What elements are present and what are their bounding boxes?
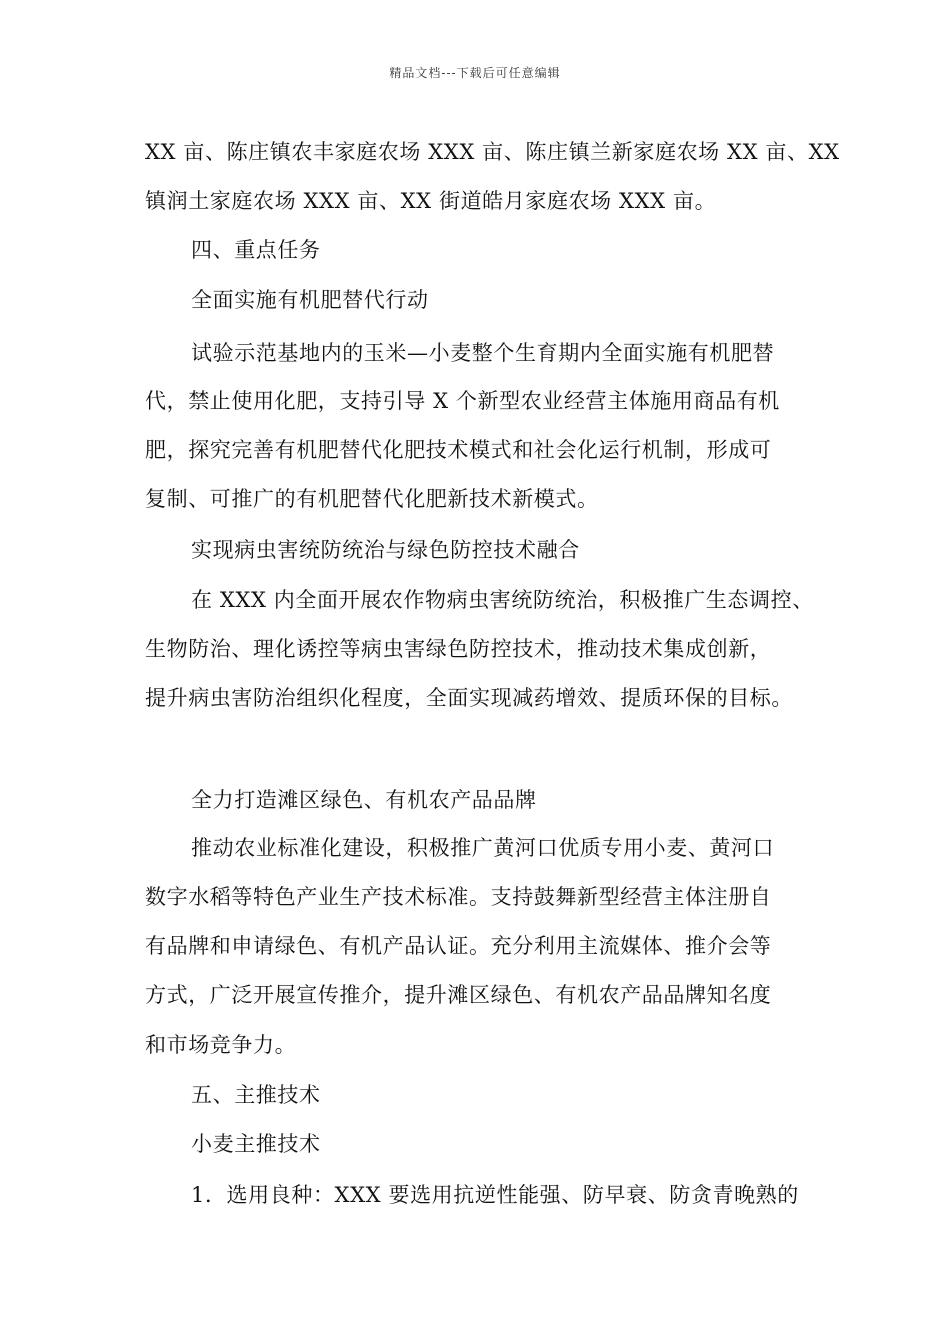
text-line: 数字水稻等特色产业生产技术标准。支持鼓舞新型经营主体注册自 — [145, 885, 772, 909]
text-line: 镇润土家庭农场 XXX 亩、XX 街道皓月家庭农场 XXX 亩。 — [145, 189, 717, 213]
page-header: 精品文档---下载后可任意编辑 — [389, 66, 561, 80]
text-line: 试验示范基地内的玉米—小麦整个生育期内全面实施有机肥替 — [191, 341, 775, 365]
text-line: 提升病虫害防治组织化程度，全面实现减药增效、提质环保的目标。 — [145, 686, 793, 710]
text-line: XX 亩、陈庄镇农丰家庭农场 XXX 亩、陈庄镇兰新家庭农场 XX 亩、XX — [145, 140, 840, 164]
text-line: 推动农业标准化建设，积极推广黄河口优质专用小麦、黄河口 — [191, 836, 775, 860]
text-line: 在 XXX 内全面开展农作物病虫害统防统治，积极推广生态调控、 — [191, 588, 814, 612]
subsection-heading: 小麦主推技术 — [191, 1132, 321, 1156]
text-line: 肥，探究完善有机肥替代化肥技术模式和社会化运行机制，形成可 — [145, 438, 772, 462]
subsection-heading: 全面实施有机肥替代行动 — [191, 288, 429, 312]
text-line: 有品牌和申请绿色、有机产品认证。充分利用主流媒体、推介会等 — [145, 934, 772, 958]
text-line: 生物防治、理化诱控等病虫害绿色防控技术，推动技术集成创新， — [145, 637, 772, 661]
subsection-heading: 实现病虫害统防统治与绿色防控技术融合 — [191, 538, 580, 562]
text-line: 和市场竞争力。 — [145, 1033, 297, 1057]
text-line: 1．选用良种：XXX 要选用抗逆性能强、防早衰、防贪青晚熟的 — [191, 1183, 799, 1207]
subsection-heading: 全力打造滩区绿色、有机农产品品牌 — [191, 788, 537, 812]
section-heading: 五、主推技术 — [191, 1083, 321, 1107]
text-line: 代，禁止使用化肥，支持引导 X 个新型农业经营主体施用商品有机 — [145, 389, 780, 413]
section-heading: 四、重点任务 — [191, 238, 321, 262]
text-line: 方式，广泛开展宣传推介，提升滩区绿色、有机农产品品牌知名度 — [145, 983, 772, 1007]
text-line: 复制、可推广的有机肥替代化肥新技术新模式。 — [145, 487, 599, 511]
